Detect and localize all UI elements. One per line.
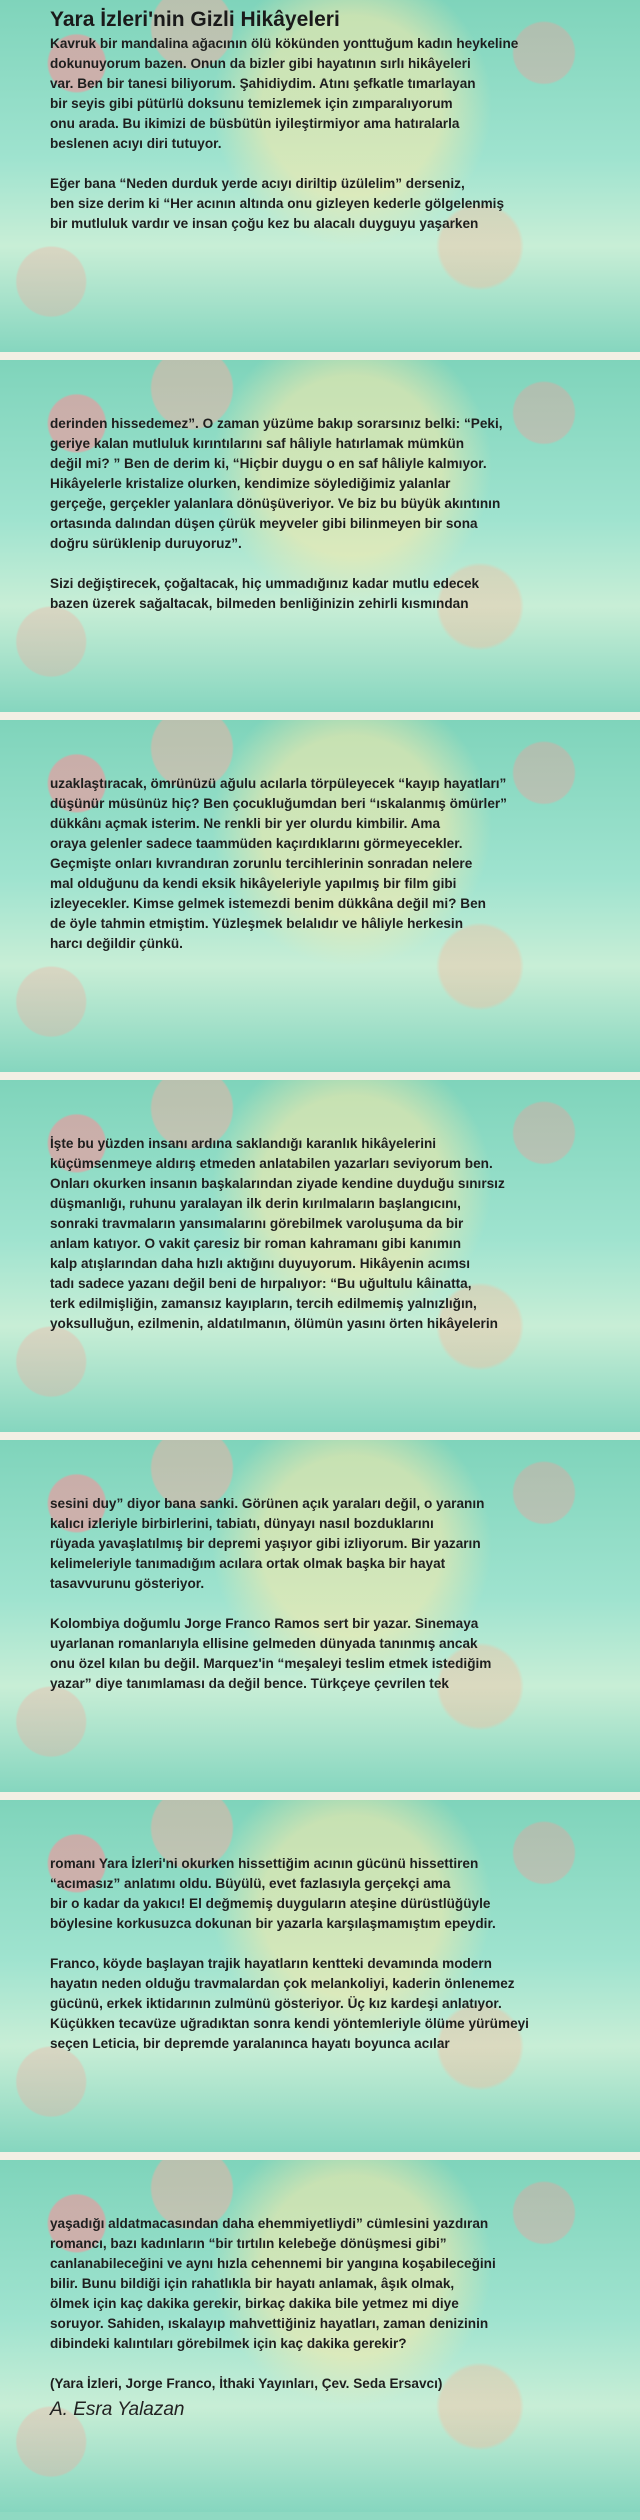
paragraph: Franco, köyde başlayan trajik hayatların kentteki devamında modern hayatın neden olduğu travmalardan çok melankoliyi, kaderin önlenemez gücünü, erkek iktidarının zulmünü gösteriyor. Üç kız kardeşi anlatıyor. Küçükken tecavüze uğradıktan sonra kendi yöntemleriyle ölüme yürümeyi seçen Leticia, bir depremde yaralanınca hayatı boyunca acılar	[50, 1956, 529, 2051]
paragraph: sesini duy” diyor bana sanki. Görünen açık yaraları değil, o yaranın kalıcı izleriyle birbirlerini, tabiatı, dünyayı nasıl bozduklarını rüyada yavaşlatılmış bir depremi yaşıyor gibi izliyorum. Bir yazarın kelimeleriyle tanımadığım acılara ortak olmak başka bir hayat tasavvurunu gösteriyor.	[50, 1496, 485, 1591]
paragraph: Kolombiya doğumlu Jorge Franco Ramos sert bir yazar. Sinemaya uyarlanan romanlarıyla ellisine gelmeden dünyada tanınmış ancak onu özel kılan bu değil. Marquez'in “meşaleyi teslim etmek istediğim yazar” diye tanımlaması da değil bence. Türkçeye çevrilen tek	[50, 1616, 492, 1691]
divider	[0, 712, 640, 720]
text-panel-5	[0, 1440, 640, 1792]
citation: (Yara İzleri, Jorge Franco, İthaki Yayınları, Çev. Seda Ersavcı)	[50, 2376, 443, 2391]
paragraph: yaşadığı aldatmacasından daha ehemmiyetliydi” cümlesini yazdıran romancı, bazı kadınların “bir tırtılın kelebeğe dönüşmesi gibi” canlanabileceğini ve aynı hızla cehennemi bir yangına koşabileceğini bilir. Bunu bildiği için rahatlıkla bir hayatı anlamak, âşık olmak, ölmek için kaç dakika gerekir, birkaç dakika bile yetmez mi diye soruyor. Sahiden, ıskalayıp mahvettiğiniz hayatları, zaman denizinin dibindeki kalıntıları görebilmek için kaç dakika gerekir?	[50, 2216, 496, 2351]
text-panel-3	[0, 720, 640, 1072]
divider	[0, 1072, 640, 1080]
text-panel-7	[0, 2160, 640, 2512]
text-panel-6	[0, 1800, 640, 2152]
paragraph: Eğer bana “Neden durduk yerde acıyı diriltip üzülelim” derseniz, ben size derim ki “Her acının altında onu gizleyen kederle gölgelenmiş bir mutluluk vardır ve insan çoğu kez bu alacalı duyguyu yaşarken	[50, 176, 505, 231]
page-title: Yara İzleri'nin Gizli Hikâyeleri	[50, 8, 340, 31]
text-panel-2	[0, 360, 640, 712]
divider	[0, 2152, 640, 2160]
paragraph: uzaklaştıracak, ömrünüzü ağulu acılarla törpüleyecek “kayıp hayatları” düşünür müsünüz hiç? Ben çocukluğumdan beri “ıskalanmış ömürler” dükkânı açmak isterim. Ne renkli bir yer olurdu kimbilir. Ama oraya gelenler sadece taammüden kaçırdıklarını görmeyecekler. Geçmişte onları kıvrandıran zorunlu tercihlerinin sonradan nelere mal olduğunu da kendi eksik hikâyeleriyle yapılmış bir film gibi izleyecekler. Kimse gelmek istemezdi benim dükkâna değil mi? Ben de öyle tahmin etmiştim. Yüzleşmek belalıdır ve hâliyle herkesin harcı değildir çünkü.	[50, 776, 507, 951]
divider	[0, 1432, 640, 1440]
text-panel-4	[0, 1080, 640, 1432]
author-signature: A. Esra Yalazan	[50, 2399, 185, 2420]
paragraph: romanı Yara İzleri'ni okurken hissettiğim acının gücünü hissettiren “acımasız” anlatımı oldu. Büyülü, evet fazlasıyla gerçekçi ama bir o kadar da yakıcı! El değmemiş duyguların ateşine dürüstlüğüyle böylesine korkusuzca dokunan bir yazarla karşılaşmamıştım epeydir.	[50, 1856, 496, 1931]
paragraph: İşte bu yüzden insanı ardına saklandığı karanlık hikâyelerini küçümsenmeye aldırış etmeden anlatabilen yazarları seviyorum ben. Onları okurken insanın başkalarından ziyade kendine duyduğu sınırsız düşmanlığı, ruhunu yaralayan ilk derin kırılmaların başlangıcını, sonraki travmaların yansımalarını görebilmek varoluşuma da bir anlam katıyor. O vakit çaresiz bir roman kahramanı gibi kanımın kalp atışlarından daha hızlı aktığını duyuyorum. Hikâyenin acımsı tadı sadece yazanı değil beni de hırpalıyor: “Bu uğultulu kâinatta, terk edilmişliğin, zamansız kayıpların, tercih edilmemiş yalnızlığın, yoksulluğun, ezilmenin, aldatılmanın, ölümün yasını örten hikâyelerin	[50, 1136, 505, 1331]
paragraph: Sizi değiştirecek, çoğaltacak, hiç ummadığınız kadar mutlu edecek bazen üzerek sağaltacak, bilmeden benliğinizin zehirli kısmından	[50, 576, 480, 611]
paragraph: derinden hissedemez”. O zaman yüzüme bakıp sorarsınız belki: “Peki, geriye kalan mutluluk kırıntılarını saf hâliyle hatırlamak mümkün değil mi? ” Ben de derim ki, “Hiçbir duygu o en saf hâliyle kalmıyor. Hikâyelerle kristalize olurken, kendimize söylediğimiz yalanlar gerçeğe, gerçekler yalanlara dönüşüveriyor. Ve biz bu büyük akıntının ortasında dalından düşen çürük meyveler gibi bilinmeyen bir sona doğru sürüklenip duruyoruz”.	[50, 416, 503, 551]
text-panel-1	[0, 0, 640, 352]
divider	[0, 352, 640, 360]
paragraph: Kavruk bir mandalina ağacının ölü kökünden yonttuğum kadın heykeline dokunuyorum bazen. Onun da bizler gibi hayatının sırlı hikâyeleri var. Ben bir tanesi biliyorum. Şahidiydim. Atını şefkatle tımarlayan bir seyis gibi pütürlü doksunu temizlemek için zımparalıyorum onu arada. Bu ikimizi de büsbütün iyileştirmiyor ama hatıralarla beslenen acıyı diri tutuyor.	[50, 36, 519, 151]
divider	[0, 1792, 640, 1800]
